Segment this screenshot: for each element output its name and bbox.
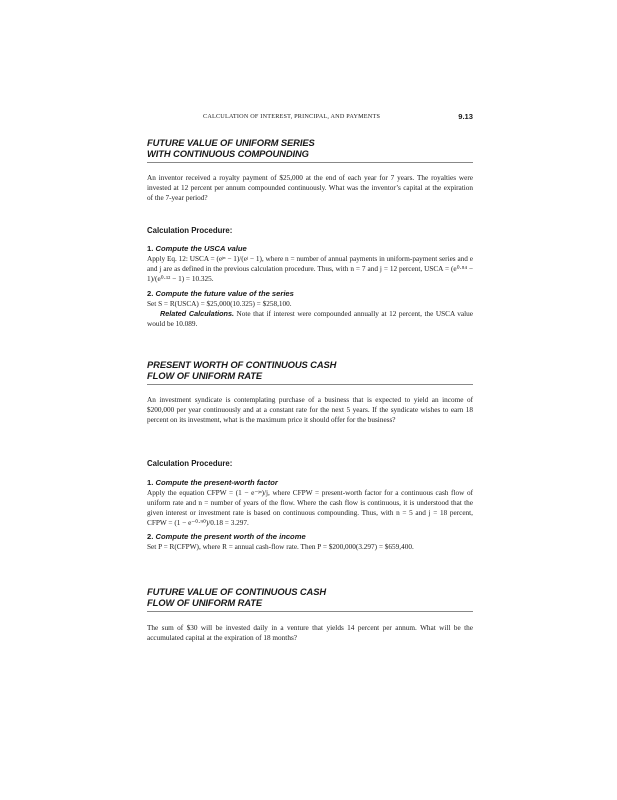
section-title-line: FLOW OF UNIFORM RATE <box>147 596 262 608</box>
step-1-2 <box>147 289 473 329</box>
section-title-line: FUTURE VALUE OF CONTINUOUS CASH <box>147 586 327 597</box>
step-heading <box>147 244 473 254</box>
step-title: Compute the future value of the series <box>155 289 294 298</box>
running-head: CALCULATION OF INTEREST, PRINCIPAL, AND PAYMENTS <box>203 113 381 120</box>
step-number: 1. <box>147 478 154 487</box>
page-header <box>147 113 473 125</box>
step-text: Apply the equation CFPW = (1 − e⁻ʲⁿ)/j, where CFPW = present-worth factor for a continuous cash flow of uniform rate and n = number of years of the flow. Where the cash flow is continuous, it is understood that the given interest or investment rate is based on continuous compounding. Thus, with n = 5 and j = 18 percent, CFPW = (1 − e⁻⁰·⁹⁰)/0.18 = 3.297. <box>147 489 473 527</box>
step-2-2 <box>147 532 473 552</box>
step-title: Compute the USCA value <box>155 244 247 253</box>
step-1-1 <box>147 244 473 284</box>
step-text: Set P = R(CFPW), where R = annual cash-flow rate. Then P = $200,000(3.297) = $659,400. <box>147 543 414 551</box>
step-text: Set S = R(USCA) = $25,000(10.325) = $258,100. <box>147 300 292 308</box>
step-heading <box>147 532 473 542</box>
problem-statement-2: An investment syndicate is contemplating purchase of a business that is expected to yield an income of $200,000 per year continuously and at a constant rate for the next 5 years. If the syndicate wishes to earn 18 percent on its investment, what is the maximum price it should offer for the business? <box>147 396 473 424</box>
related-calculations <box>147 309 473 329</box>
section-divider <box>147 611 473 612</box>
step-text: Apply Eq. 12: USCA = (eʲⁿ − 1)/(eʲ − 1), where n = number of annual payments in uniform-payment series and e and j are as defined in the previous calculation procedure. Thus, with n = 7 and j = 12 percent, USCA = (e⁰·⁸⁴ − 1)/(e⁰·¹² − 1) = 10.325. <box>147 255 473 283</box>
section-heading-1 <box>147 138 473 163</box>
step-heading <box>147 478 473 488</box>
section-title-line: FUTURE VALUE OF UNIFORM SERIES <box>147 137 315 148</box>
related-label: Related Calculations. <box>160 309 235 318</box>
page-number: 9.13 <box>458 112 473 121</box>
step-heading <box>147 289 473 299</box>
step-number: 1. <box>147 244 154 253</box>
section-divider <box>147 162 473 163</box>
section-title-line: FLOW OF UNIFORM RATE <box>147 369 262 381</box>
section-divider <box>147 384 473 385</box>
problem-statement-1: An inventor received a royalty payment of $25,000 at the end of each year for 7 years. The royalties were invested at 12 percent per annum compounded continuously. What was the inventor’s capital at the expiration of the 7-year period? <box>147 174 473 202</box>
step-number: 2. <box>147 532 154 541</box>
problem-statement-3: The sum of $30 will be invested daily in a venture that yields 14 percent per annum. What will be the accumulated capital at the expiration of 18 months? <box>147 624 473 642</box>
section-heading-3 <box>147 587 473 612</box>
step-number: 2. <box>147 289 154 298</box>
section-heading-2 <box>147 360 473 385</box>
section-title-line: PRESENT WORTH OF CONTINUOUS CASH <box>147 359 337 370</box>
step-title: Compute the present worth of the income <box>155 532 306 541</box>
procedure-label-1: Calculation Procedure: <box>147 226 233 235</box>
related-text: Note that if interest were compounded annually at 12 percent, the USCA value would be 10.089. <box>147 310 474 328</box>
section-title-line: WITH CONTINUOUS COMPOUNDING <box>147 147 309 159</box>
procedure-label-2: Calculation Procedure: <box>147 459 233 468</box>
step-2-1 <box>147 478 473 528</box>
step-title: Compute the present-worth factor <box>155 478 278 487</box>
